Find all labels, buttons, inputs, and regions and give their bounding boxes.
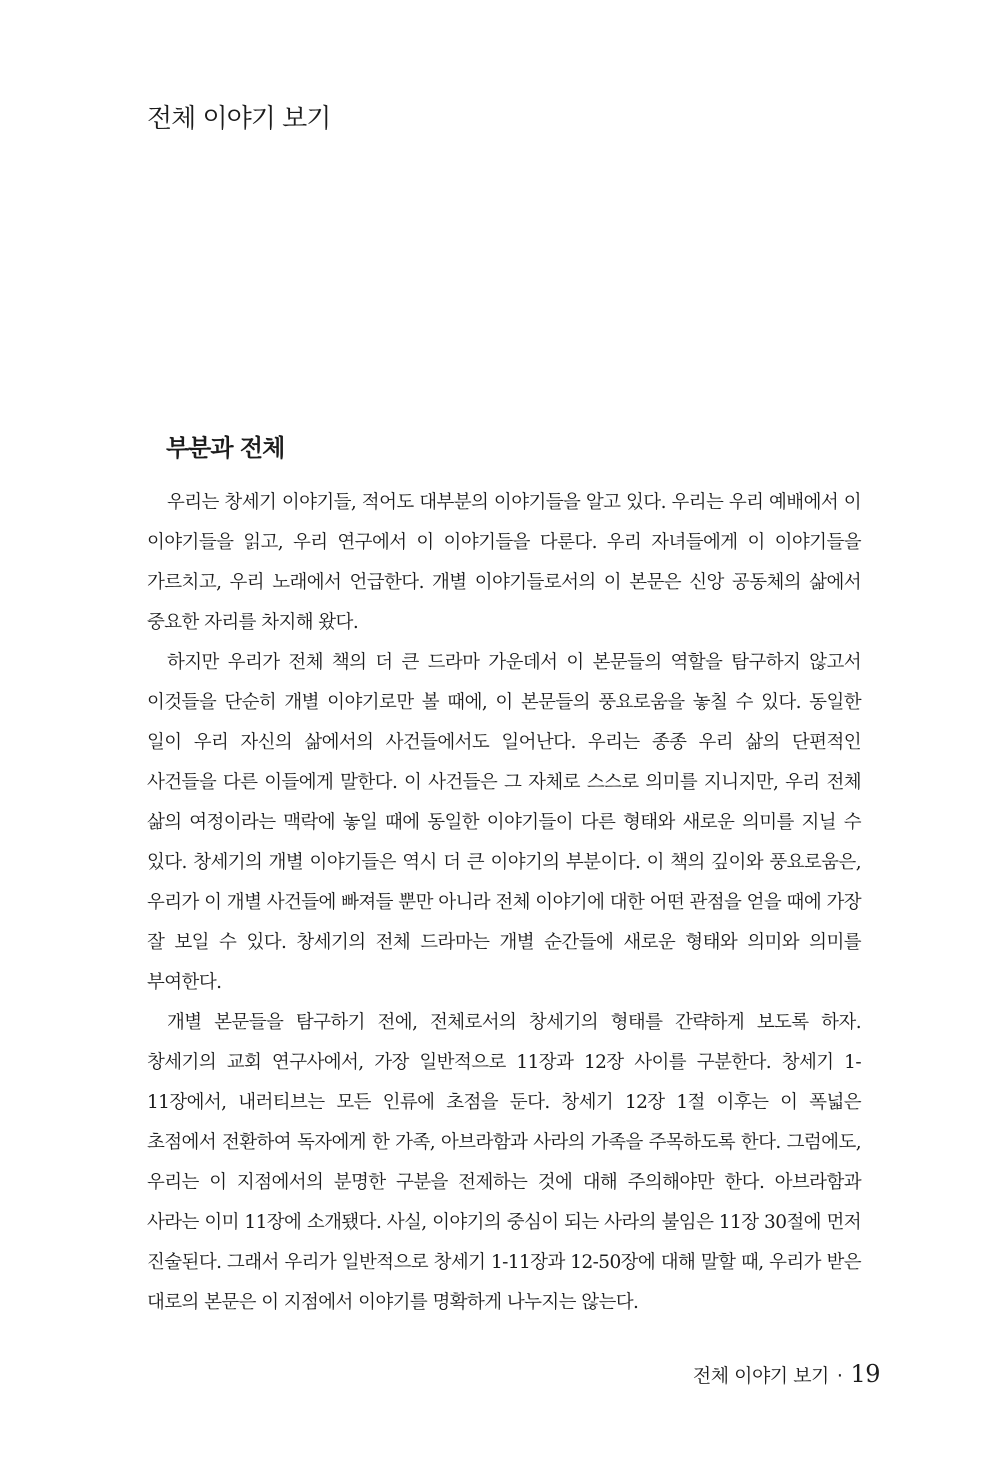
paragraph-1: 우리는 창세기 이야기들, 적어도 대부분의 이야기들을 알고 있다. 우리는 우리 예배에서 이 이야기들을 읽고, 우리 연구에서 이 이야기들을 다룬다. 우리 자녀들에게 이 이야기들을 가르치고, 우리 노래에서 언급한다. 개별 이야기들로서의 이 본문은 신앙 공동체의 삶에서 중요한 자리를 차지해 왔다.	[147, 492, 861, 633]
page-footer	[693, 1360, 880, 1388]
body-text	[147, 483, 861, 1323]
running-title: 전체 이야기 보기	[692, 1365, 829, 1387]
section-heading: 부분과 전체	[166, 434, 285, 462]
page-number: 19	[850, 1360, 880, 1388]
paragraph-3: 개별 본문들을 탐구하기 전에, 전체로서의 창세기의 형태를 간략하게 보도록 하자. 창세기의 교회 연구사에서, 가장 일반적으로 11장과 12장 사이를 구분한다. 창세기 1-11장에서, 내러티브는 모든 인류에 초점을 둔다. 창세기 12장 1절 이후는 이 폭넓은 초점에서 전환하여 독자에게 한 가족, 아브라함과 사라의 가족을 주목하도록 한다. 그럼에도, 우리는 이 지점에서의 분명한 구분을 전제하는 것에 대해 주의해야만 한다. 아브라함과 사라는 이미 11장에 소개됐다. 사실, 이야기의 중심이 되는 사라의 불임은 11장 30절에 먼저 진술된다. 그래서 우리가 일반적으로 창세기 1-11장과 12-50장에 대해 말할 때, 우리가 받은 대로의 본문은 이 지점에서 이야기를 명확하게 나누지는 않는다.	[147, 1012, 861, 1313]
footer-separator: ·	[836, 1365, 843, 1387]
paragraph-2: 하지만 우리가 전체 책의 더 큰 드라마 가운데서 이 본문들의 역할을 탐구하지 않고서 이것들을 단순히 개별 이야기로만 볼 때에, 이 본문들의 풍요로움을 놓칠 수 있다. 동일한 일이 우리 자신의 삶에서의 사건들에서도 일어난다. 우리는 종종 우리 삶의 단편적인 사건들을 다른 이들에게 말한다. 이 사건들은 그 자체로 스스로 의미를 지니지만, 우리 전체 삶의 여정이라는 맥락에 놓일 때에 동일한 이야기들이 다른 형태와 새로운 의미를 지닐 수 있다. 창세기의 개별 이야기들은 역시 더 큰 이야기의 부분이다. 이 책의 깊이와 풍요로움은, 우리가 이 개별 사건들에 빠져들 뿐만 아니라 전체 이야기에 대한 어떤 관점을 얻을 때에 가장 잘 보일 수 있다. 창세기의 전체 드라마는 개별 순간들에 새로운 형태와 의미와 의미를 부여한다.	[147, 652, 861, 993]
chapter-title: 전체 이야기 보기	[147, 104, 331, 134]
